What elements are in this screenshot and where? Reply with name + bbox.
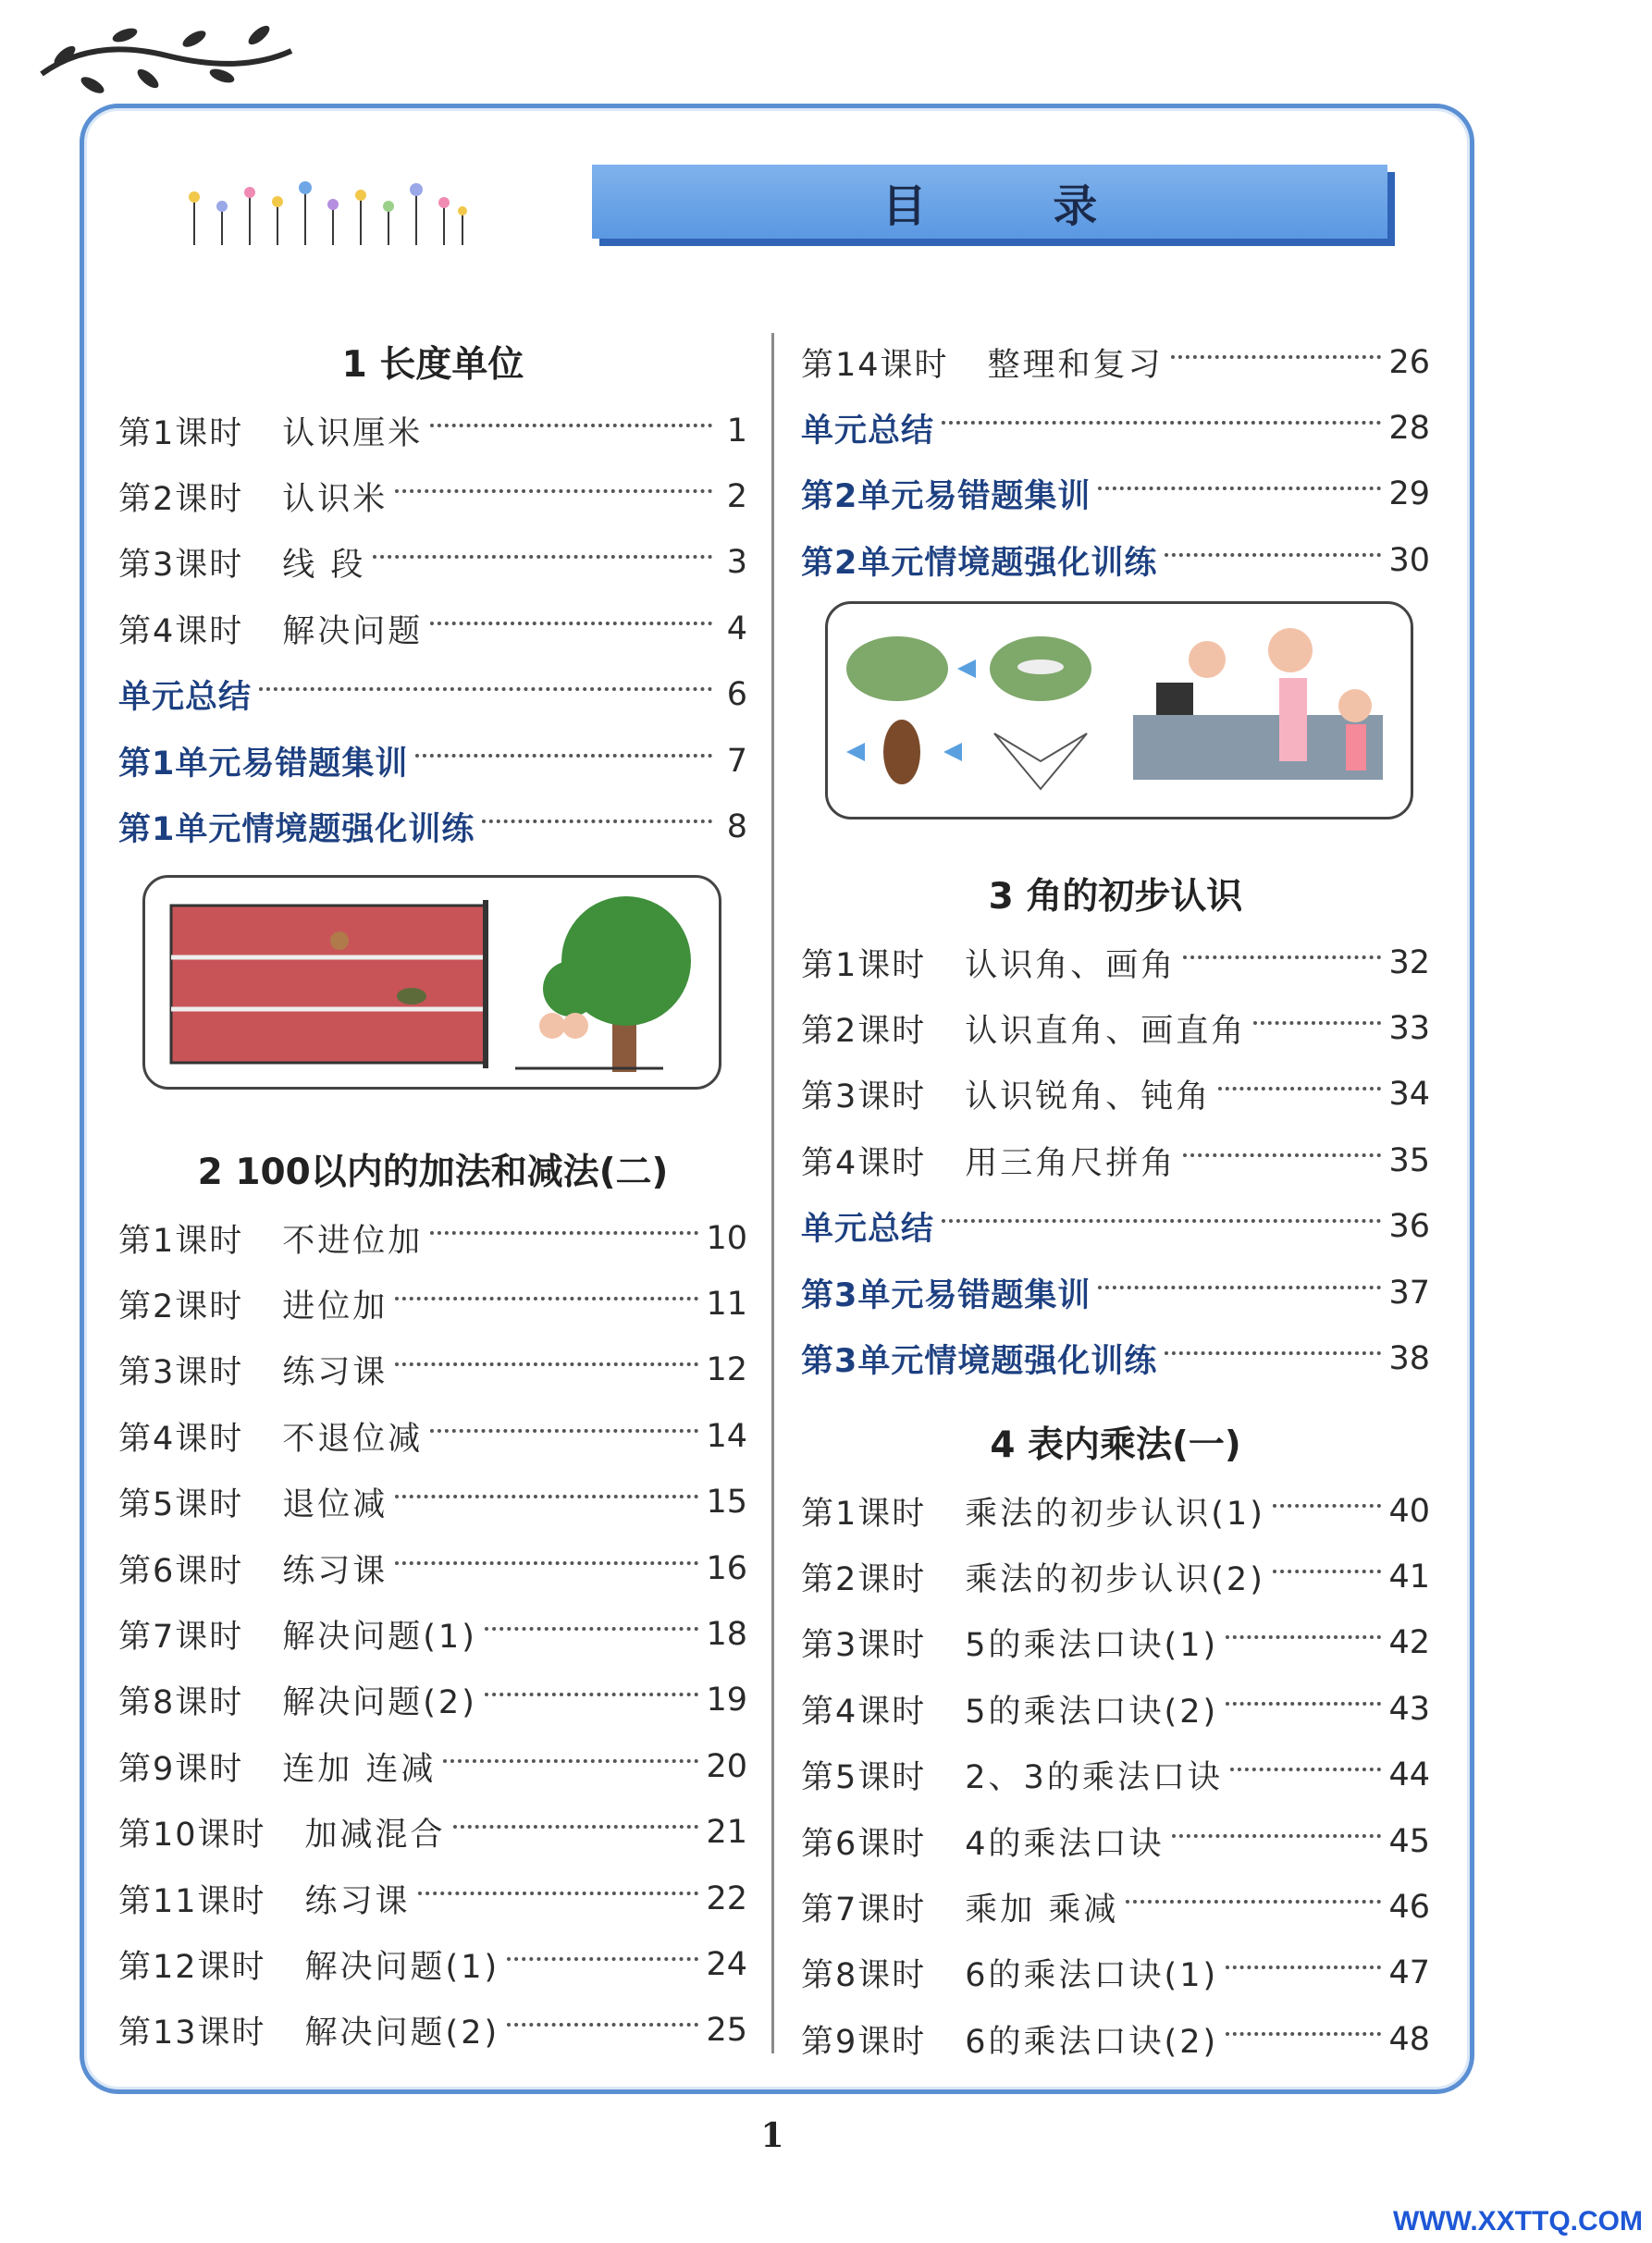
toc-leader-dots bbox=[485, 1627, 699, 1631]
toc-row[interactable] bbox=[118, 398, 747, 463]
toc-row[interactable] bbox=[118, 1800, 747, 1866]
toc-topic: 练习课 bbox=[282, 1552, 388, 1590]
toc-row[interactable] bbox=[118, 1931, 747, 1997]
toc-leader-dots bbox=[1226, 1635, 1381, 1639]
page-number: 1 bbox=[760, 2116, 784, 2155]
toc-leader-dots bbox=[507, 1957, 698, 1961]
toc-leader-dots bbox=[1126, 1900, 1381, 1904]
toc-leader-dots bbox=[1230, 1768, 1382, 1771]
toc-row[interactable] bbox=[801, 1544, 1430, 1609]
toc-lesson: 第13课时 bbox=[118, 2015, 266, 2052]
toc-lesson: 第6课时 bbox=[801, 1825, 927, 1863]
toc-row[interactable] bbox=[118, 1205, 747, 1271]
toc-leader-dots bbox=[1098, 487, 1381, 490]
toc-row[interactable] bbox=[801, 1325, 1430, 1391]
toc-leader-dots bbox=[430, 622, 712, 625]
toc-topic: 乘加 乘减 bbox=[965, 1892, 1119, 1929]
toc-leader-dots bbox=[1273, 1570, 1382, 1573]
toc-lesson: 第4课时 bbox=[118, 612, 244, 650]
toc-page-number: 29 bbox=[1388, 475, 1430, 513]
toc-lesson: 第12课时 bbox=[118, 1948, 266, 1986]
toc-topic: 认识直角、画直角 bbox=[965, 1013, 1247, 1051]
toc-topic: 练习课 bbox=[304, 1882, 411, 1920]
toc-topic: 6的乘法口诀(2) bbox=[965, 2023, 1219, 2061]
toc-lesson: 第7课时 bbox=[118, 1619, 244, 1657]
toc-topic: 解决问题(1) bbox=[304, 1948, 500, 1986]
watermark: WWW.XXTTQ.COM bbox=[1393, 2206, 1643, 2237]
toc-topic: 认识角、画角 bbox=[965, 946, 1177, 984]
toc-leader-dots bbox=[430, 424, 712, 427]
toc-topic: 解决问题(2) bbox=[282, 1684, 477, 1722]
toc-lesson: 第3单元情境题强化训练 bbox=[801, 1343, 1158, 1381]
toc-row[interactable] bbox=[118, 463, 747, 529]
toc-leader-dots bbox=[1226, 1966, 1381, 1969]
toc-leader-dots bbox=[453, 1825, 699, 1829]
toc-row[interactable] bbox=[801, 329, 1430, 395]
column-divider bbox=[771, 333, 774, 2053]
toc-page-number: 25 bbox=[706, 2012, 747, 2050]
toc-page-number: 40 bbox=[1388, 1492, 1430, 1530]
page-title: 目 录 bbox=[592, 165, 1387, 239]
toc-lesson: 第2单元易错题集训 bbox=[801, 478, 1091, 516]
toc-leader-dots bbox=[942, 1219, 1381, 1223]
right-column bbox=[801, 329, 1430, 594]
toc-lesson: 第9课时 bbox=[118, 1750, 244, 1788]
toc-page-number: 18 bbox=[706, 1616, 747, 1654]
toc-lesson: 第4课时 bbox=[801, 1144, 927, 1182]
toc-lesson: 第8课时 bbox=[801, 1957, 927, 1995]
toc-topic: 不进位加 bbox=[282, 1222, 424, 1260]
toc-lesson: 第3课时 bbox=[118, 1354, 244, 1392]
toc-leader-dots bbox=[1183, 955, 1381, 959]
toc-row[interactable] bbox=[801, 930, 1430, 995]
toc-row[interactable] bbox=[118, 794, 747, 859]
toc-row[interactable] bbox=[118, 1337, 747, 1403]
toc-row[interactable] bbox=[801, 1941, 1430, 2006]
toc-page-number: 38 bbox=[1388, 1340, 1430, 1378]
toc-topic: 5的乘法口诀(2) bbox=[965, 1693, 1219, 1731]
toc-row[interactable] bbox=[801, 1610, 1430, 1676]
toc-page-number: 33 bbox=[1388, 1010, 1430, 1048]
toc-page-number: 3 bbox=[726, 544, 747, 582]
toc-leader-dots bbox=[395, 1362, 698, 1366]
toc-leader-dots bbox=[1218, 1087, 1381, 1091]
toc-leader-dots bbox=[1253, 1021, 1381, 1025]
toc-row[interactable] bbox=[801, 1743, 1430, 1808]
toc-lesson: 第1单元易错题集训 bbox=[118, 745, 409, 783]
toc-lesson: 第1课时 bbox=[801, 1495, 927, 1533]
toc-topic: 2、3的乘法口诀 bbox=[965, 1759, 1223, 1797]
toc-page-number: 20 bbox=[706, 1747, 747, 1785]
toc-row[interactable] bbox=[118, 1271, 747, 1337]
toc-topic: 认识锐角、钝角 bbox=[965, 1078, 1212, 1116]
toc-page-number: 8 bbox=[726, 808, 747, 846]
toc-lesson: 第1课时 bbox=[801, 946, 927, 984]
toc-page-number: 26 bbox=[1388, 343, 1430, 381]
toc-topic: 加减混合 bbox=[304, 1817, 446, 1855]
toc-page-number: 37 bbox=[1388, 1274, 1430, 1312]
toc-lesson: 第4课时 bbox=[118, 1420, 244, 1458]
toc-leader-dots bbox=[430, 1429, 698, 1433]
toc-leader-dots bbox=[259, 687, 712, 691]
toc-row[interactable] bbox=[118, 1601, 747, 1667]
toc-page-number: 42 bbox=[1388, 1624, 1430, 1662]
toc-topic: 解决问题(1) bbox=[282, 1619, 477, 1657]
toc-row[interactable] bbox=[801, 1808, 1430, 1874]
toc-lesson: 第3课时 bbox=[801, 1627, 927, 1665]
section-title: 3 角的初步认识 bbox=[988, 876, 1243, 918]
toc-lesson: 第2课时 bbox=[118, 1288, 244, 1326]
toc-leader-dots bbox=[395, 1561, 698, 1565]
toc-topic: 连加 连减 bbox=[282, 1750, 437, 1788]
toc-lesson: 第3课时 bbox=[801, 1078, 927, 1116]
toc-topic: 线 段 bbox=[282, 547, 366, 585]
toc-lesson: 第11课时 bbox=[118, 1882, 266, 1920]
section-title: 2 100以内的加法和减法(二) bbox=[197, 1152, 669, 1193]
toc-page-number: 16 bbox=[706, 1549, 747, 1587]
toc-topic: 4的乘法口诀 bbox=[965, 1825, 1165, 1863]
toc-page-number: 24 bbox=[706, 1945, 747, 1983]
toc-page-number: 7 bbox=[726, 742, 747, 780]
toc-row[interactable] bbox=[118, 1998, 747, 2064]
toc-topic: 进位加 bbox=[282, 1288, 388, 1326]
toc-leader-dots bbox=[373, 555, 712, 559]
toc-page-number: 14 bbox=[706, 1417, 747, 1455]
toc-leader-dots bbox=[1172, 1834, 1382, 1838]
toc-lesson: 第1课时 bbox=[118, 414, 244, 452]
section-title: 1 长度单位 bbox=[341, 344, 524, 386]
toc-lesson: 第8课时 bbox=[118, 1684, 244, 1722]
toc-page-number: 22 bbox=[706, 1879, 747, 1917]
toc-row[interactable] bbox=[118, 596, 747, 661]
toc-topic: 认识厘米 bbox=[282, 414, 424, 452]
toc-lesson: 第5课时 bbox=[801, 1759, 927, 1797]
toc-topic: 5的乘法口诀(1) bbox=[965, 1627, 1219, 1665]
toc-lesson: 第2课时 bbox=[118, 481, 244, 519]
toc-row[interactable] bbox=[801, 1194, 1430, 1260]
left-column-2 bbox=[118, 1140, 747, 2064]
toc-page-number: 41 bbox=[1388, 1559, 1430, 1596]
toc-leader-dots bbox=[1226, 1702, 1381, 1706]
toc-row[interactable] bbox=[118, 1470, 747, 1535]
toc-page-number: 47 bbox=[1388, 1954, 1430, 1992]
toc-topic: 乘法的初步认识(1) bbox=[965, 1495, 1265, 1533]
toc-topic: 解决问题(2) bbox=[304, 2015, 500, 2052]
toc-page-number: 44 bbox=[1388, 1756, 1430, 1794]
toc-row[interactable] bbox=[801, 1478, 1430, 1544]
track-illustration bbox=[142, 875, 721, 1090]
toc-page-number: 21 bbox=[706, 1814, 747, 1852]
toc-page-number: 19 bbox=[706, 1682, 747, 1719]
branch-decoration-icon bbox=[37, 18, 296, 102]
section-list bbox=[801, 329, 1430, 594]
toc-leader-dots bbox=[507, 2023, 698, 2027]
toc-page-number: 46 bbox=[1388, 1889, 1430, 1927]
toc-leader-dots bbox=[1171, 355, 1382, 359]
toc-page-number: 45 bbox=[1388, 1822, 1430, 1860]
toc-page-number: 36 bbox=[1388, 1208, 1430, 1246]
section-title: 4 表内乘法(一) bbox=[990, 1424, 1241, 1466]
toc-row[interactable] bbox=[801, 1874, 1430, 1940]
toc-row[interactable] bbox=[801, 1062, 1430, 1128]
toc-row[interactable] bbox=[118, 1535, 747, 1601]
toc-topic: 整理和复习 bbox=[987, 346, 1164, 384]
toc-row[interactable] bbox=[801, 395, 1430, 461]
toc-lesson: 第3课时 bbox=[118, 547, 244, 585]
toc-leader-dots bbox=[942, 421, 1381, 425]
toc-page-number: 2 bbox=[726, 478, 747, 516]
toc-leader-dots bbox=[1183, 1153, 1381, 1157]
toc-topic: 认识米 bbox=[282, 481, 388, 519]
toc-page-number: 34 bbox=[1388, 1076, 1430, 1114]
toc-row[interactable] bbox=[801, 1260, 1430, 1325]
silkworm-illustration bbox=[825, 601, 1413, 820]
race-track-icon bbox=[145, 878, 719, 1087]
toc-page-number: 30 bbox=[1388, 541, 1430, 579]
right-column-2 bbox=[801, 865, 1430, 1392]
toc-row[interactable] bbox=[801, 462, 1430, 527]
section-list bbox=[118, 1205, 747, 2064]
toc-leader-dots bbox=[1273, 1504, 1382, 1508]
toc-page-number: 12 bbox=[706, 1351, 747, 1389]
toc-leader-dots bbox=[1165, 553, 1381, 557]
toc-lesson: 第5课时 bbox=[118, 1486, 244, 1524]
toc-lesson: 单元总结 bbox=[801, 1211, 935, 1249]
section-list bbox=[801, 930, 1430, 1392]
section-list bbox=[118, 398, 747, 860]
toc-topic: 解决问题 bbox=[282, 612, 424, 650]
toc-page-number: 4 bbox=[726, 610, 747, 647]
toc-row[interactable] bbox=[118, 1866, 747, 1931]
toc-topic: 6的乘法口诀(1) bbox=[965, 1957, 1219, 1995]
toc-topic: 不退位减 bbox=[282, 1420, 424, 1458]
toc-leader-dots bbox=[395, 1495, 698, 1498]
toc-lesson: 第2单元情境题强化训练 bbox=[801, 544, 1158, 582]
toc-page-number: 48 bbox=[1388, 2020, 1430, 2058]
toc-lesson: 单元总结 bbox=[801, 413, 935, 450]
toc-leader-dots bbox=[395, 1297, 698, 1300]
toc-leader-dots bbox=[395, 489, 712, 493]
toc-row[interactable] bbox=[801, 2006, 1430, 2072]
toc-page-number: 32 bbox=[1388, 943, 1430, 981]
toc-lesson: 第1课时 bbox=[118, 1222, 244, 1260]
toc-row[interactable] bbox=[118, 728, 747, 794]
toc-page-number: 28 bbox=[1388, 410, 1430, 448]
flowers-decoration-icon bbox=[185, 171, 472, 254]
silkworm-lifecycle-icon bbox=[828, 604, 1411, 817]
toc-page-number: 11 bbox=[706, 1286, 747, 1324]
toc-row[interactable] bbox=[801, 1128, 1430, 1193]
right-column-3 bbox=[801, 1413, 1430, 2073]
toc-leader-dots bbox=[443, 1759, 698, 1763]
toc-leader-dots bbox=[418, 1892, 699, 1895]
toc-lesson: 第1单元情境题强化训练 bbox=[118, 811, 475, 849]
toc-leader-dots bbox=[415, 754, 712, 758]
toc-row[interactable] bbox=[118, 1668, 747, 1733]
toc-lesson: 第14课时 bbox=[801, 346, 949, 384]
toc-page-number: 15 bbox=[706, 1484, 747, 1522]
toc-topic: 用三角尺拼角 bbox=[965, 1144, 1177, 1182]
toc-topic: 练习课 bbox=[282, 1354, 388, 1392]
toc-lesson: 第3单元易错题集训 bbox=[801, 1276, 1091, 1314]
toc-leader-dots bbox=[1226, 2032, 1381, 2036]
toc-leader-dots bbox=[485, 1693, 699, 1696]
toc-topic: 乘法的初步认识(2) bbox=[965, 1561, 1265, 1599]
toc-page-number: 35 bbox=[1388, 1141, 1430, 1179]
section-list bbox=[801, 1478, 1430, 2073]
toc-lesson: 第7课时 bbox=[801, 1892, 927, 1929]
toc-lesson: 单元总结 bbox=[118, 679, 253, 717]
toc-row[interactable] bbox=[118, 662, 747, 728]
toc-row[interactable] bbox=[801, 995, 1430, 1061]
toc-page-number: 10 bbox=[706, 1219, 747, 1257]
toc-row[interactable] bbox=[801, 527, 1430, 593]
toc-lesson: 第10课时 bbox=[118, 1817, 266, 1855]
toc-leader-dots bbox=[1098, 1286, 1381, 1289]
toc-page-number: 43 bbox=[1388, 1690, 1430, 1728]
toc-row[interactable] bbox=[118, 1733, 747, 1799]
toc-leader-dots bbox=[1165, 1351, 1381, 1355]
toc-page-number: 1 bbox=[726, 412, 747, 450]
toc-lesson: 第9课时 bbox=[801, 2023, 927, 2061]
toc-leader-dots bbox=[482, 820, 712, 823]
toc-lesson: 第4课时 bbox=[801, 1693, 927, 1731]
left-column bbox=[118, 333, 747, 860]
toc-row[interactable] bbox=[118, 1403, 747, 1469]
toc-leader-dots bbox=[430, 1231, 698, 1235]
toc-page-number: 6 bbox=[726, 676, 747, 714]
toc-lesson: 第6课时 bbox=[118, 1552, 244, 1590]
toc-lesson: 第2课时 bbox=[801, 1013, 927, 1051]
toc-topic: 退位减 bbox=[282, 1486, 388, 1524]
toc-row[interactable] bbox=[118, 530, 747, 596]
toc-lesson: 第2课时 bbox=[801, 1561, 927, 1599]
toc-row[interactable] bbox=[801, 1676, 1430, 1742]
